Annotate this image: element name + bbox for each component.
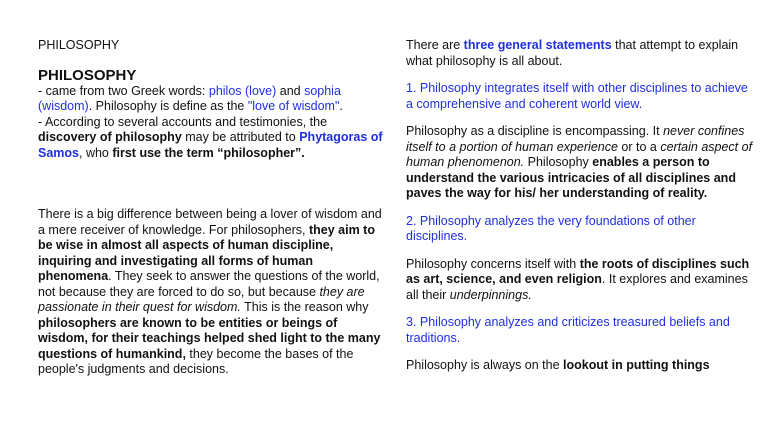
left-column (38, 38, 383, 378)
spacer (406, 112, 754, 124)
p1-text-1: Philosophy as a discipline is encompassing. It (406, 124, 664, 138)
definition-paragraph (38, 84, 383, 115)
spacer (406, 69, 754, 81)
diff-italic-1: they are passionate in their quest for wisdom. (38, 284, 365, 314)
p3-text-1: Philosophy is always on the (406, 358, 564, 372)
love-of-wisdom-term: "love of wisdom" (247, 99, 340, 113)
p2-text-1: Philosophy concerns itself with (406, 256, 580, 271)
pythagoras-name: Phytagoras of Samos (38, 130, 383, 160)
p3-bold-1: lookout in putting things (563, 358, 710, 372)
sophia-term: sophia (wisdom) (38, 83, 341, 113)
statement-2-paragraph (406, 257, 754, 304)
statement-1: 1. Philosophy integrates itself with other disciplines to achieve a comprehensive and coherent world view. (406, 81, 748, 111)
section-heading: PHILOSOPHY (38, 66, 137, 84)
intro-bold: three general statements (463, 38, 612, 52)
diff-text-1: There is a big difference between being a lover of wisdom and a mere receiver of knowledge. For philosophers, (38, 207, 382, 237)
statement-1-paragraph (406, 124, 754, 202)
acc-text-3: , who (79, 145, 113, 160)
diff-text-2: . They seek to answer the questions of the world, not because they are forced to do so, but because (38, 269, 380, 299)
p2-text-2: . It explores and examines all their (406, 272, 748, 302)
diff-bold-2: philosophers are known to be entities or beings of wisdom, for their teachings helped shed light to the many questions of humankind, (38, 315, 381, 361)
right-column (406, 38, 754, 374)
def-text-4: . (339, 99, 343, 113)
p2-italic-1: underpinnings. (449, 287, 532, 302)
spacer (406, 202, 754, 214)
acc-text-1: - According to several accounts and testimonies, the (38, 114, 328, 129)
def-text-1: - came from two Greek words: (38, 83, 209, 98)
diff-text-3: This is the reason why (240, 300, 369, 314)
p1-italic-2: certain aspect of human phenomenon. (406, 139, 753, 169)
acc-text-2: may be attributed to (181, 130, 300, 144)
def-text-2: and (276, 83, 305, 98)
spacer (406, 303, 754, 315)
p1-text-2: or to a (617, 139, 661, 154)
accounts-paragraph (38, 115, 383, 162)
document-title: PHILOSOPHY (38, 38, 120, 52)
def-text-3: . Philosophy is define as the (88, 99, 248, 113)
spacer (38, 161, 383, 207)
acc-bold-1: discovery of philosophy (38, 130, 182, 144)
p1-italic-1: never confines itself to a portion of human experience (406, 124, 745, 154)
intro-text-2: that attempt to explain what philosophy is all about. (406, 38, 739, 68)
diff-text-4: they become the bases of the people's judgments and decisions. (38, 346, 354, 376)
statement-3-paragraph (406, 358, 754, 374)
statement-2: 2. Philosophy analyzes the very foundations of other disciplines. (406, 213, 696, 243)
p2-bold-1: the roots of disciplines such as art, science, and even religion (406, 256, 750, 286)
difference-paragraph (38, 207, 383, 378)
spacer (406, 245, 754, 257)
intro-text-1: There are (406, 38, 464, 52)
spacer (406, 346, 754, 358)
p1-bold-1: enables a person to understand the various intricacies of all disciplines and paves the way for his/ her understanding of reality. (406, 155, 736, 200)
statement-3: 3. Philosophy analyzes and criticizes treasured beliefs and traditions. (406, 315, 730, 345)
intro-paragraph (406, 38, 754, 69)
acc-bold-2: first use the term “philosopher”. (112, 145, 305, 160)
philos-term: philos (love) (208, 83, 277, 98)
p1-text-3: Philosophy (524, 155, 593, 169)
diff-bold-1: they aim to be wise in almost all aspects of human discipline, inquiring and investigating all forms of human phenomena (38, 222, 375, 283)
